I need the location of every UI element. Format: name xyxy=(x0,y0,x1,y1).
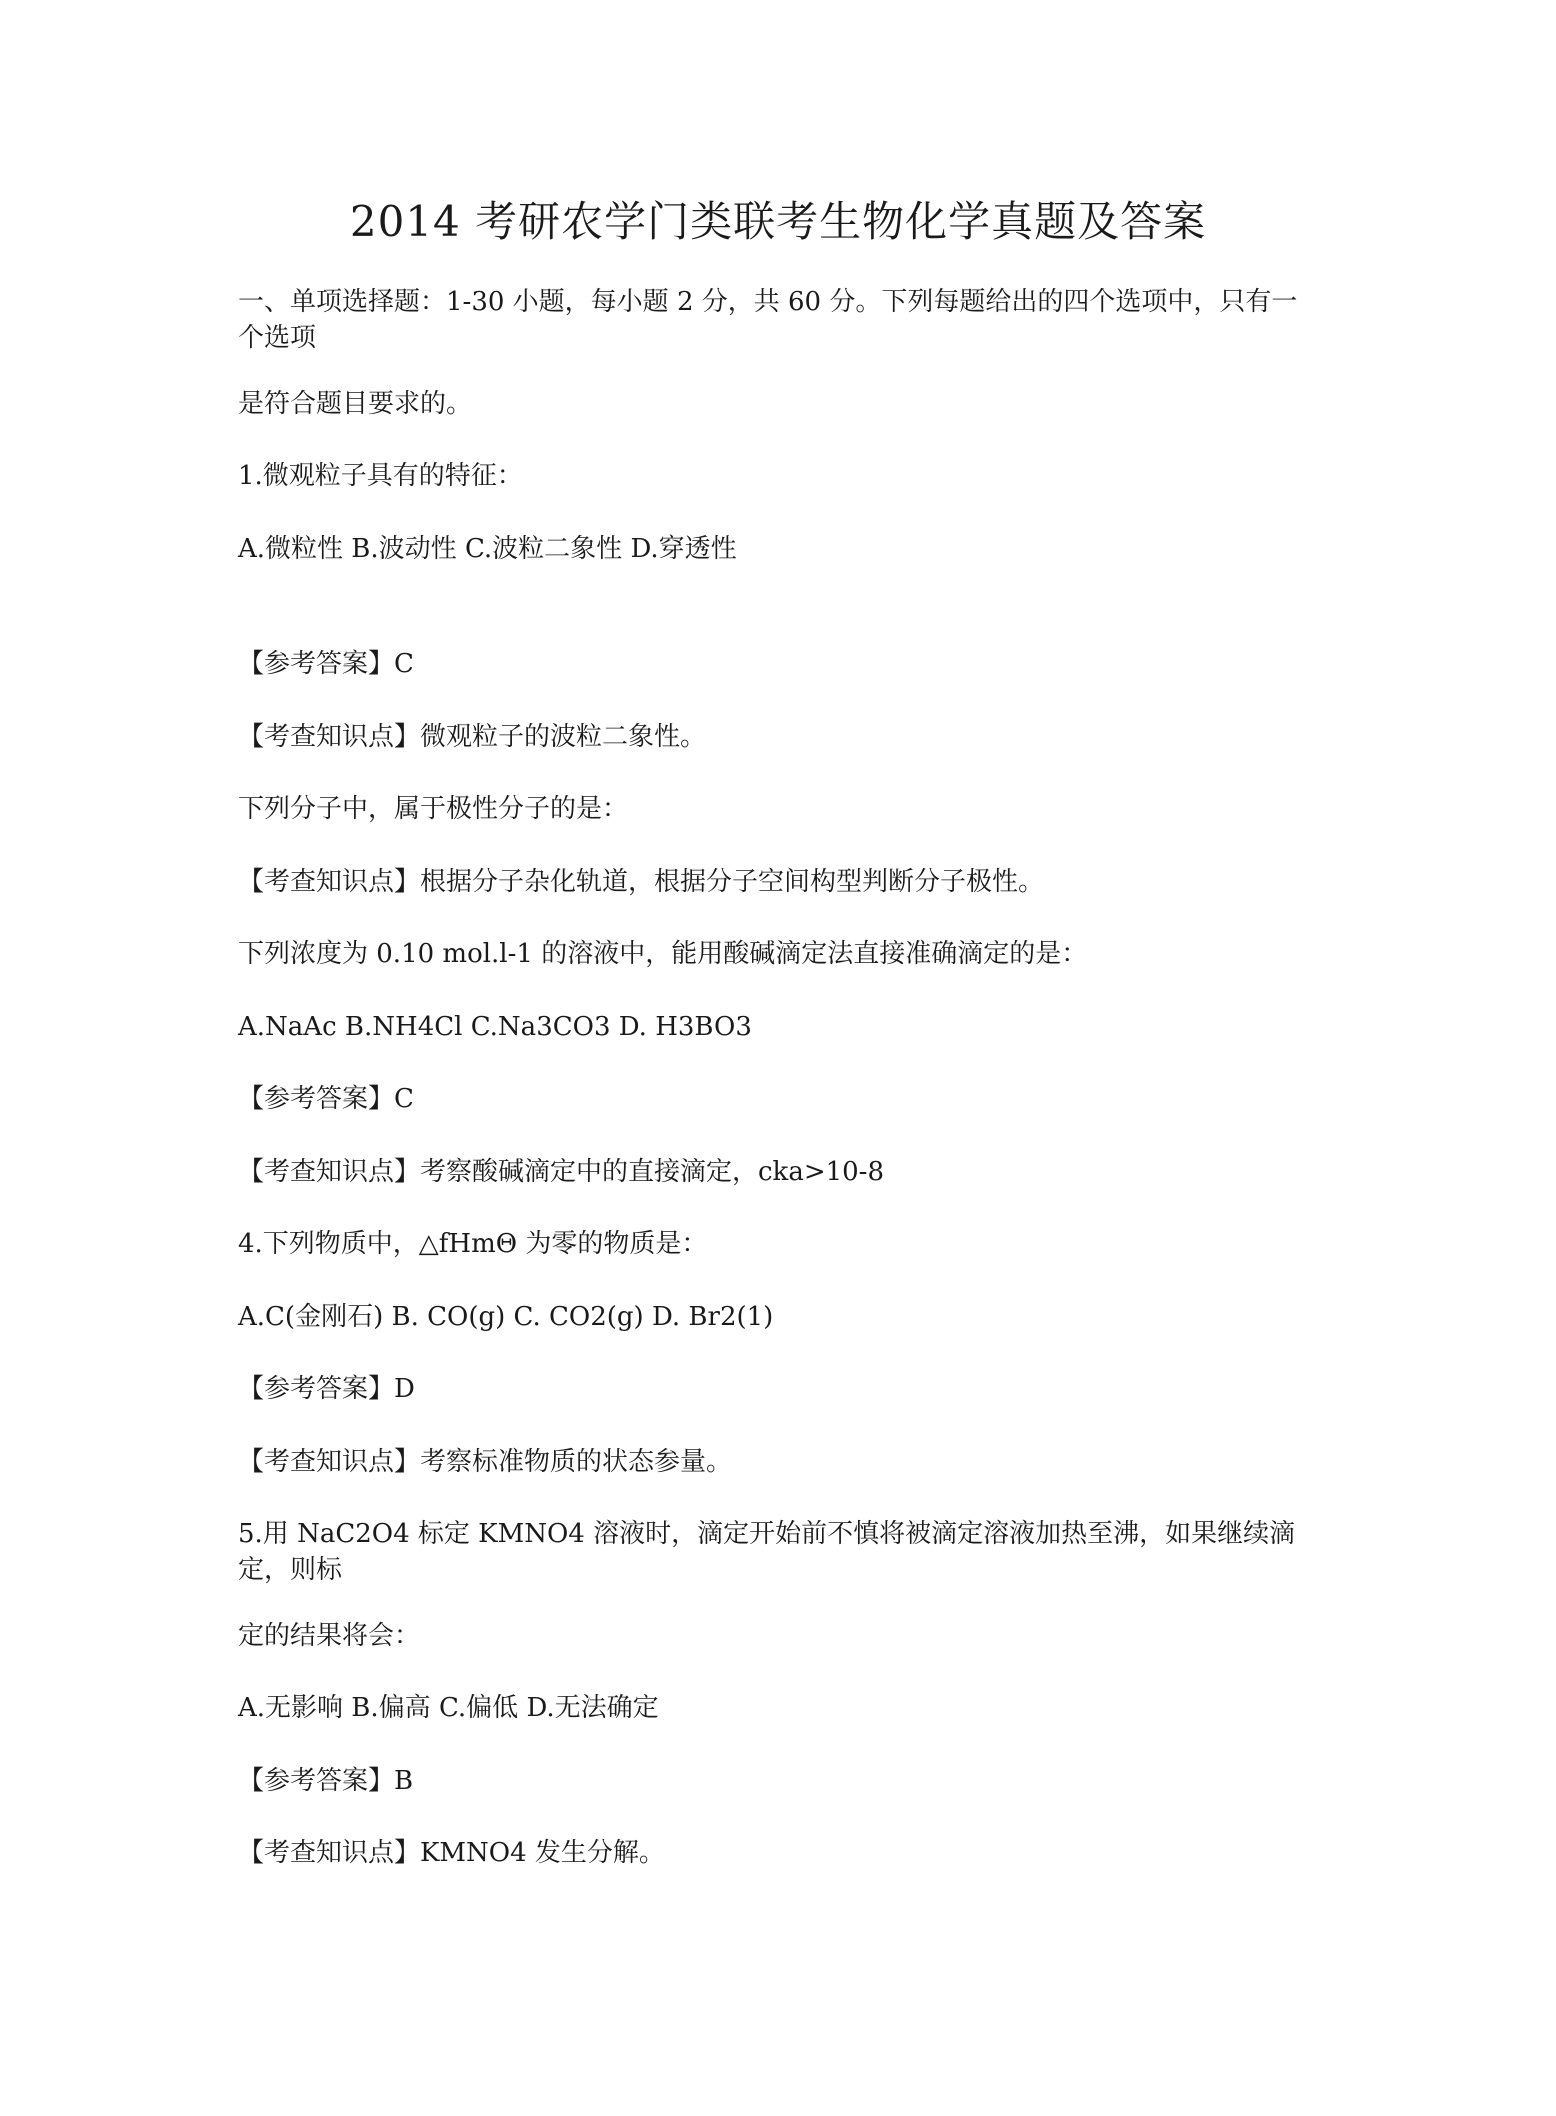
question-5-options: A.无影响 B.偏高 C.偏低 D.无法确定 xyxy=(238,1693,659,1723)
question-5-stem-continued: 定的结果将会： xyxy=(238,1621,421,1651)
question-4-knowledge-point: 【考查知识点】考察标准物质的状态参量。 xyxy=(238,1447,733,1477)
question-3-stem: 下列浓度为 0.10 mol.l-1 的溶液中，能用酸碱滴定法直接准确滴定的是： xyxy=(238,939,1088,969)
question-5-knowledge-point: 【考查知识点】KMNO4 发生分解。 xyxy=(238,1838,665,1868)
question-1-options: A.微粒性 B.波动性 C.波粒二象性 D.穿透性 xyxy=(238,534,737,564)
question-1-knowledge-point: 【考查知识点】微观粒子的波粒二象性。 xyxy=(238,722,707,752)
question-3-knowledge-point: 【考查知识点】考察酸碱滴定中的直接滴定，cka>10-8 xyxy=(238,1157,885,1187)
question-2-knowledge-point: 【考查知识点】根据分子杂化轨道，根据分子空间构型判断分子极性。 xyxy=(238,867,1045,897)
question-1-stem: 1.微观粒子具有的特征： xyxy=(238,461,523,491)
section-instruction-continued: 是符合题目要求的。 xyxy=(238,389,473,419)
question-4-options: A.C(金刚石) B. CO(g) C. CO2(g) D. Br2(1) xyxy=(238,1302,774,1332)
question-5-answer: 【参考答案】B xyxy=(238,1766,414,1796)
question-5-stem: 5.用 NaC2O4 标定 KMNO4 溶液时，滴定开始前不慎将被滴定溶液加热至沸，如果继续滴定，则标 xyxy=(238,1519,1296,1585)
question-4-stem: 4.下列物质中，△fHmΘ 为零的物质是： xyxy=(238,1229,708,1259)
question-2-stem: 下列分子中，属于极性分子的是： xyxy=(238,794,629,824)
question-3-answer: 【参考答案】C xyxy=(238,1084,414,1114)
question-1-answer: 【参考答案】C xyxy=(238,649,414,679)
question-3-options: A.NaAc B.NH4Cl C.Na3CO3 D. H3BO3 xyxy=(238,1012,752,1042)
section-instruction: 一、单项选择题：1-30 小题，每小题 2 分，共 60 分。下列每题给出的四个选项中，只有一个选项 xyxy=(238,287,1298,353)
document-title: 2014 考研农学门类联考生物化学真题及答案 xyxy=(349,197,1207,246)
question-4-answer: 【参考答案】D xyxy=(238,1374,415,1404)
